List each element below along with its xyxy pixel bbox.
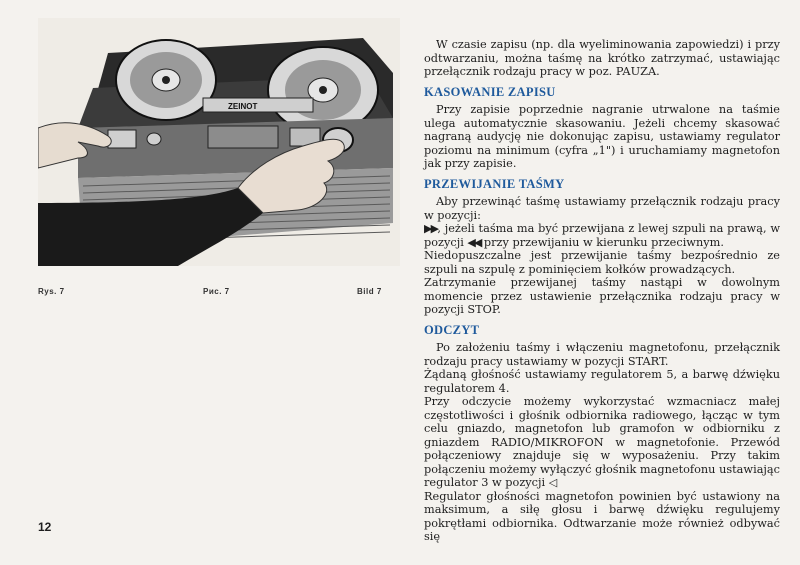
page-number: 12 — [38, 520, 52, 534]
playback-paragraph-1: Po założeniu taśmy i włączeniu magnetofonu, przełącznik rodzaju pracy ustawiamy w pozycji START. — [424, 341, 780, 368]
heading-erase: KASOWANIE ZAPISU — [424, 84, 556, 99]
rewind-paragraph-3: Zatrzymanie przewijanej taśmy nastąpi w dowolnym momencie przez ustawienie przełącznika rodzaju pracy w pozycji STOP. — [424, 276, 780, 316]
rewind-forward-text: , jeżeli taśma ma być przewijana z lewej szpuli na prawą, w pozycji — [424, 222, 781, 249]
intro-paragraph: W czasie zapisu (np. dla wyeliminowania zapowiedzi) i przy odtwarzaniu, można taśmę na krótko zatrzymać, ustawiając przełącznik rodzaju pracy w poz. PAUZA. — [424, 38, 780, 78]
figure-caption-russian: Рис. 7 — [203, 287, 230, 296]
device-brand-label: ZEINOT — [228, 102, 258, 111]
playback-paragraph-3 — [424, 395, 780, 490]
figure-caption-german: Bild 7 — [357, 287, 382, 296]
heading-playback: ODCZYT — [424, 322, 480, 337]
rewind-back-text: przy przewijaniu w kierunku przeciwnym. — [483, 235, 724, 249]
playback-paragraph-4: Regulator głośności magnetofon powinien być ustawiony na maksimum, a siłę głosu i barwę dźwięku regulujemy pokrętłami odbiornika. Odtwarzanie może również odbywać się — [424, 489, 780, 543]
tape-recorder-photo — [38, 18, 400, 266]
figure-caption-polish: Rys. 7 — [38, 287, 65, 296]
playback-paragraph-3-text: Przy odczycie możemy wykorzystać wzmacniacz małej częstotliwości i głośnik odbiornika radiowego, łącząc w tym celu gniazdo, magnetofon lub gramofon w odbiorniku z gniazdem RADIO/MIKROFON w magnetofonie. Przewód połączeniowy znajduje się w wyposażeniu. Przy takim połączeniu możemy wyłączyć głośnik magnetofonu ustawiając regulator 3 w pozycji — [424, 395, 780, 489]
rewind-directions — [424, 222, 780, 249]
left-reel — [116, 40, 216, 120]
rewind-paragraph-2: Niedopuszczalne jest przewijanie taśmy bezpośrednio ze szpuli na szpulę z pominięciem kołków prowadzących. — [424, 249, 780, 276]
playback-paragraph-2: Żądaną głośność ustawiamy regulatorem 5, a barwę dźwięku regulatorem 4. — [424, 368, 780, 395]
speaker-icon: ◁ — [548, 476, 558, 489]
text-column — [424, 38, 780, 544]
heading-rewind: PRZEWIJANIE TAŚMY — [424, 176, 565, 191]
fast-forward-icon: ▶▶ — [424, 222, 438, 235]
erase-paragraph: Przy zapisie poprzednie nagranie utrwalone na taśmie ulega automatycznie skasowaniu. Jeżeli chcemy skasować nagraną audycję nie dokonując zapisu, ustawiamy regulator poziomu na minimum (cyfra „1") i uruchamiamy magnetofon jak przy zapisie. — [424, 103, 780, 170]
rewind-icon: ◀◀ — [467, 235, 481, 249]
rewind-paragraph-1: Aby przewinąć taśmę ustawiamy przełącznik rodzaju pracy w pozycji: — [424, 195, 780, 222]
